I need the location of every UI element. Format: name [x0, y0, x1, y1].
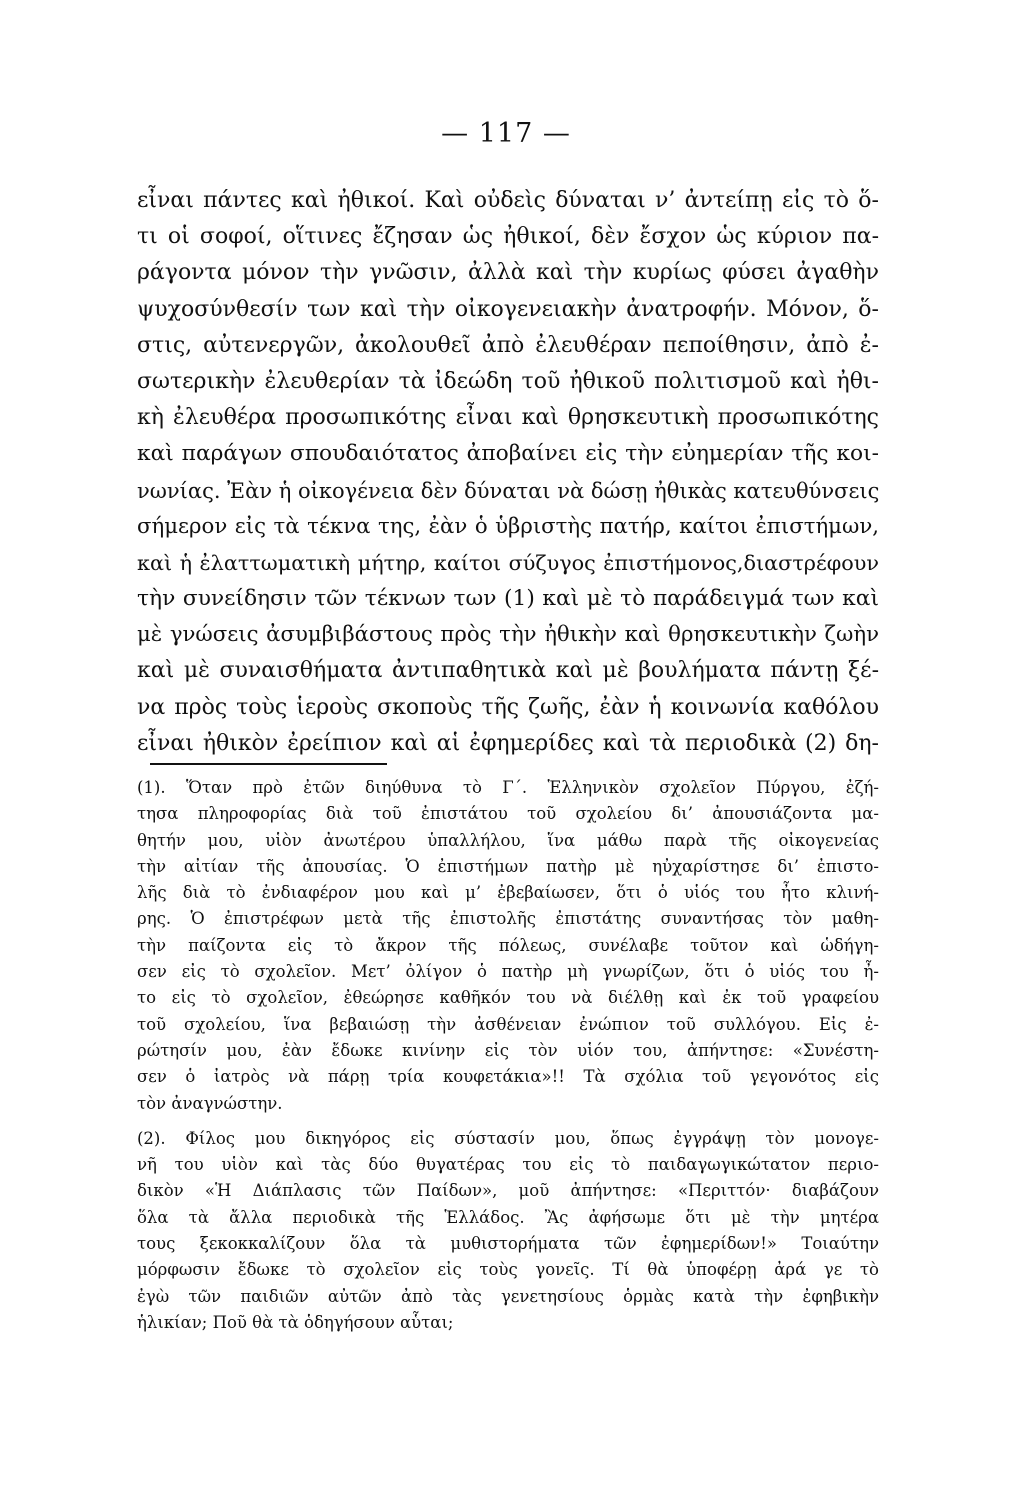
- text-line: καὶ ἡ ἐλαττωματικὴ μήτηρ, καίτοι σύζυγος ἐπιστήμονος,διαστρέφουν: [137, 550, 879, 575]
- main-text: [137, 183, 879, 762]
- text-line: σήμερον εἰς τὰ τέκνα της, ἐὰν ὁ ὑβριστὴς πατήρ, καίτοι ἐπιστήμων,: [137, 513, 879, 539]
- footnotes: [137, 775, 879, 1336]
- footnote-1: [137, 775, 879, 1117]
- footnote-divider: [150, 763, 387, 765]
- footnote-line: σεν ὁ ἰατρὸς νὰ πάρῃ τρία κουφετάκια»!! Τὰ σχόλια τοῦ γεγονότος εἰς: [137, 1067, 879, 1087]
- text-line: καὶ παράγων σπουδαιότατος ἀποβαίνει εἰς τὴν εὐημερίαν τῆς κοι-: [137, 441, 879, 467]
- text-line: ράγοντα μόνον τὴν γνῶσιν, ἀλλὰ καὶ τὴν κυρίως φύσει ἀγαθὴν: [137, 260, 879, 286]
- text-line: σωτερικὴν ἐλευθερίαν τὰ ἰδεώδη τοῦ ἠθικοῦ πολιτισμοῦ καὶ ἠθι-: [137, 368, 879, 394]
- text-line: στις, αὐτενεργῶν, ἀκολουθεῖ ἀπὸ ἐλευθέραν πεποίθησιν, ἀπὸ ἐ-: [137, 332, 879, 358]
- footnote-line: (1). Ὅταν πρὸ ἐτῶν διηύθυνα τὸ Γ΄. Ἑλληνικὸν σχολεῖον Πύργου, ἐζή-: [137, 778, 879, 797]
- footnote-line: τους ξεκοκκαλίζουν ὅλα τὰ μυθιστορήματα τῶν ἐφημερίδων!» Τοιαύτην: [137, 1234, 879, 1254]
- text-line: εἶναι ἠθικὸν ἐρείπιον καὶ αἱ ἐφημερίδες καὶ τὰ περιοδικὰ (2) δη-: [137, 730, 879, 756]
- footnote-line: σεν εἰς τὸ σχολεῖον. Μετ’ ὀλίγον ὁ πατὴρ μὴ γνωρίζων, ὅτι ὁ υἱός του ἦ-: [137, 962, 879, 982]
- footnote-line: τοῦ σχολείου, ἵνα βεβαιώσῃ τὴν ἀσθένειαν ἐνώπιον τοῦ συλλόγου. Εἰς ἐ-: [137, 1014, 879, 1034]
- footnote-line: τησα πληροφορίας διὰ τοῦ ἐπιστάτου τοῦ σχολείου δι’ ἀπουσιάζοντα μα-: [137, 804, 879, 824]
- footnote-line: θητήν μου, υἱὸν ἀνωτέρου ὑπαλλήλου, ἵνα μάθω παρὰ τῆς οἰκογενείας: [137, 830, 879, 850]
- footnote-line: λῆς διὰ τὸ ἐνδιαφέρον μου καὶ μ’ ἐβεβαίωσεν, ὅτι ὁ υἱός του ἦτο κλινή-: [137, 883, 879, 903]
- footnote-line: το εἰς τὸ σχολεῖον, ἐθεώρησε καθῆκόν του νὰ διέλθῃ καὶ ἐκ τοῦ γραφείου: [137, 988, 879, 1008]
- footnote-line: ἐγὼ τῶν παιδιῶν αὐτῶν ἀπὸ τὰς γενετησίους ὁρμὰς κατὰ τὴν ἐφηβικὴν: [137, 1286, 879, 1306]
- text-line: μὲ γνώσεις ἀσυμβιβάστους πρὸς τὴν ἠθικὴν καὶ θρησκευτικὴν ζωὴν: [137, 622, 879, 648]
- footnote-line: μόρφωσιν ἔδωκε τὸ σχολεῖον εἰς τοὺς γονεῖς. Τί θὰ ὑποφέρῃ ἀρά γε τὸ: [137, 1260, 879, 1280]
- footnote-line: τὴν αἰτίαν τῆς ἀπουσίας. Ὁ ἐπιστήμων πατὴρ μὲ ηὐχαρίστησε δι’ ἐπιστο-: [137, 856, 879, 876]
- text-line: τι οἱ σοφοί, οἵτινες ἔζησαν ὡς ἠθικοί, δὲν ἔσχον ὡς κύριον πα-: [137, 224, 879, 250]
- text-line: καὶ μὲ συναισθήματα ἀντιπαθητικὰ καὶ μὲ βουλήματα πάντῃ ξέ-: [137, 658, 879, 684]
- footnote-line: νῆ του υἱὸν καὶ τὰς δύο θυγατέρας του εἰς τὸ παιδαγωγικώτατον περιο-: [137, 1155, 879, 1175]
- footnote-line: τὸν ἀναγνώστην.: [137, 1093, 283, 1113]
- text-line: τὴν συνείδησιν τῶν τέκνων των (1) καὶ μὲ τὸ παράδειγμά των καὶ: [137, 586, 879, 612]
- page-number: — 117 —: [441, 118, 571, 149]
- text-line: κὴ ἐλευθέρα προσωπικότης εἶναι καὶ θρησκευτικὴ προσωπικότης: [137, 405, 879, 431]
- footnote-line: ὅλα τὰ ἄλλα περιοδικὰ τῆς Ἑλλάδος. Ἂς ἀφήσωμε ὅτι μὲ τὴν μητέρα: [137, 1207, 879, 1227]
- footnote-line: (2). Φίλος μου δικηγόρος εἰς σύστασίν μου, ὅπως ἐγγράψῃ τὸν μονογε-: [137, 1128, 879, 1148]
- footnote-line: ρώτησίν μου, ἐὰν ἔδωκε κινίνην εἰς τὸν υἱόν του, ἀπήντησε: «Συνέστη-: [137, 1040, 879, 1060]
- text-line: νωνίας. Ἐὰν ἡ οἰκογένεια δὲν δύναται νὰ δώσῃ ἠθικὰς κατευθύνσεις: [137, 478, 880, 503]
- text-line: ψυχοσύνθεσίν των καὶ τὴν οἰκογενειακὴν ἀνατροφήν. Μόνον, ὅ-: [137, 296, 879, 322]
- footnote-line: τὴν παίζοντα εἰς τὸ ἄκρον τῆς πόλεως, συνέλαβε τοῦτον καὶ ὡδήγη-: [137, 935, 879, 955]
- text-line: να πρὸς τοὺς ἱεροὺς σκοποὺς τῆς ζωῆς, ἐὰν ἡ κοινωνία καθόλου: [137, 694, 879, 720]
- footnote-2: [137, 1126, 879, 1336]
- footnote-line: δικὸν «Ἡ Διάπλασις τῶν Παίδων», μοῦ ἀπήντησε: «Περιττόν· διαβάζουν: [137, 1181, 879, 1201]
- footnote-line: ἡλικίαν; Ποῦ θὰ τὰ ὁδηγήσουν αὗται;: [137, 1312, 454, 1332]
- text-line: εἶναι πάντες καὶ ἠθικοί. Καὶ οὐδεὶς δύναται ν’ ἀντείπῃ εἰς τὸ ὅ-: [137, 188, 879, 213]
- footnote-line: ρης. Ὁ ἐπιστρέφων μετὰ τῆς ἐπιστολῆς ἐπιστάτης συναντήσας τὸν μαθη-: [137, 909, 879, 929]
